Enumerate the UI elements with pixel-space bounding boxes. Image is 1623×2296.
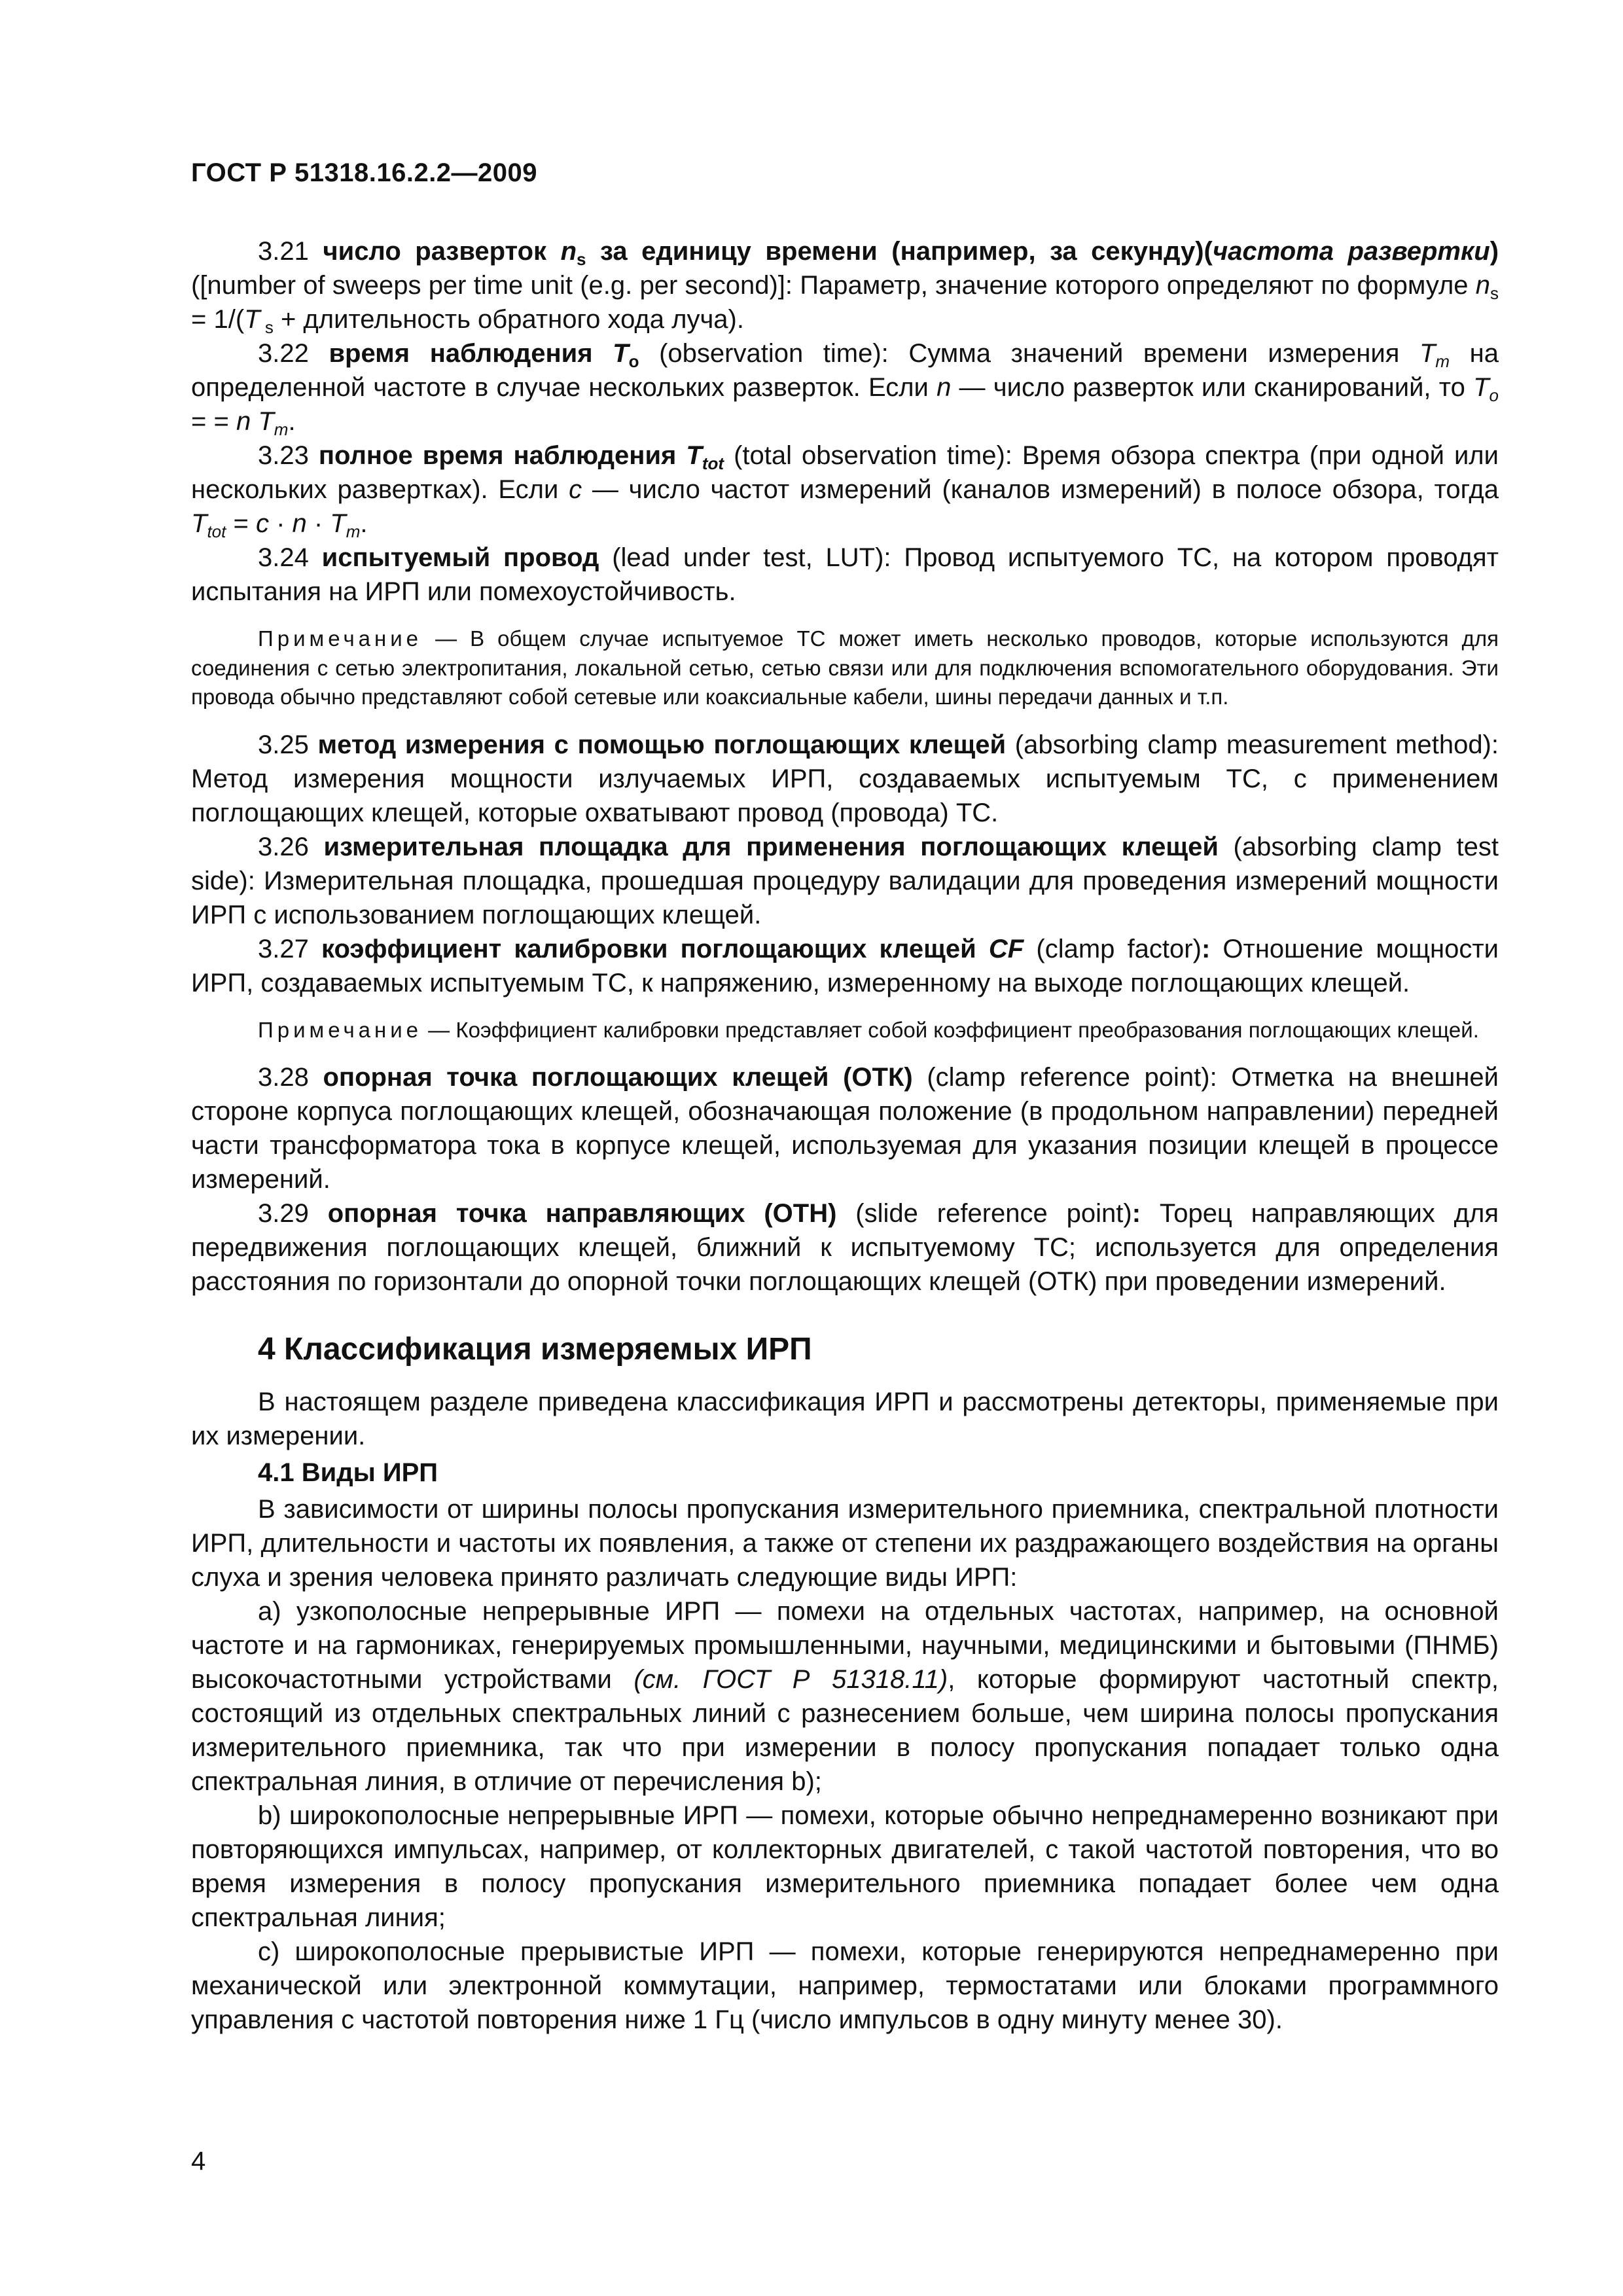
term: метод измерения с помощью поглощающих клещей (317, 730, 1007, 759)
paragraph-4-1-intro: В зависимости от ширины полосы пропускания измерительного приемника, спектральной плотности ИРП, длительности и частоты их появления, а также от степени их раздражающего воздействия на органы слуха и зрения человека принято различать следующие виды ИРП: (191, 1495, 1499, 1592)
list-item-b: b) широкополосные непрерывные ИРП — помехи, которые обычно непреднамеренно возникают при повторяющихся импульсах, например, от коллекторных двигателей, с такой частотой повторения, что во время измерения в полосу пропускания измерительного приемника попадает более чем одна спектральная линия; (191, 1801, 1499, 1932)
paragraph-3-25: 3.25 метод измерения с помощью поглощающих клещей (absorbing clamp measurement method): Метод измерения мощности излучаемых ИРП, создаваемых испытуемым ТС, с применением поглощающих клещей, которые охватывают провод (провода) ТС. (191, 730, 1499, 827)
note-1: Примечание — В общем случае испытуемое ТС может иметь несколько проводов, которые используются для соединения с сетью электропитания, локальной сетью, сетью связи или для подключения вспомогательного оборудования. Эти провода обычно представляют собой сетевые или коаксиальные кабели, шины передачи данных и т.п. (191, 626, 1499, 709)
paragraph-3-21: 3.21 число разверток $n_s$ за единицу времени (например, за секунду)(частота развертки) ([number of sweeps per time unit (e.g. per second)]: Параметр, значение которого определяют по формуле $n_s = 1/(T$ $_s$ + длительность обратного хода луча). (191, 237, 1499, 337)
term: опорная точка направляющих (ОТН) (327, 1199, 837, 1228)
paragraph-3-24: 3.24 испытуемый провод (lead under test, LUT): Провод испытуемого ТС, на котором проводят испытания на ИРП или помехоустойчивость. (191, 543, 1499, 606)
list-item-c: с) широкополосные прерывистые ИРП — помехи, которые генерируются непреднамеренно при механической или электронной коммутации, например, термостатами или блоками программного управления с частотой повторения ниже 1 Гц (число импульсов в одну минуту менее 30). (191, 1937, 1499, 2034)
document-body (191, 234, 1499, 2037)
section-heading: 4 Классификация измеряемых ИРП (258, 1332, 812, 1367)
page-number: 4 (191, 2147, 206, 2176)
term: опорная точка поглощающих клещей (ОТК) (323, 1063, 913, 1092)
term: время наблюдения $T_o$ (329, 339, 639, 371)
term: испытуемый провод (321, 543, 599, 572)
paragraph-3-23: 3.23 полное время наблюдения $T_{tot}$ (total observation time): Время обзора спектра (при одной или нескольких развертках). Если c — число частот измерений (каналов измерений) в полосе обзора, тогда $T_{tot} = c \cdot n \cdot T_m$. (191, 441, 1499, 541)
note-label: Примечание (258, 626, 423, 651)
list-item-a: а) узкополосные непрерывные ИРП — помехи на отдельных частотах, например, на основной частоте и на гармониках, генерируемых промышленными, научными, медицинскими и бытовыми (ПНМБ) высокочастотными устройствами (см. ГОСТ Р 51318.11), которые формируют частотный спектр, состоящий из отдельных спектральных линий с разнесением больше, чем ширина полосы пропускания измерительного приемника, так что при измерении в полосу пропускания попадает только одна спектральная линия, в отличие от перечисления b); (191, 1597, 1499, 1796)
note-2: Примечание — Коэффициент калибровки представляет собой коэффициент преобразования поглощающих клещей. (258, 1017, 1479, 1042)
paragraph-3-22: 3.22 время наблюдения $T_o$ (observation time): Сумма значений времени измерения $T_m$ на определенной частоте в случае нескольких разверток. Если n — число разверток или сканирований, то $T_o$ = = n $T_m$. (191, 339, 1499, 439)
term: измерительная площадка для применения поглощающих клещей (323, 832, 1219, 861)
paragraph-3-28: 3.28 опорная точка поглощающих клещей (ОТК) (clamp reference point): Отметка на внешней стороне корпуса поглощающих клещей, обозначающая положение (в продольном направлении) передней части трансформатора тока в корпусе клещей, используемая для указания позиции клещей в процессе измерений. (191, 1063, 1499, 1194)
note-label: Примечание (258, 1017, 423, 1042)
document-header: ГОСТ Р 51318.16.2.2—2009 (191, 158, 538, 187)
section-intro: В настоящем разделе приведена классификация ИРП и рассмотрены детекторы, применяемые при их измерении. (191, 1388, 1499, 1450)
term: число разверток $n_s$ за единицу времени (например, за секунду)(частота развертки) (323, 237, 1499, 269)
paragraph-3-29: 3.29 опорная точка направляющих (ОТН) (slide reference point): Торец направляющих для передвижения поглощающих клещей, ближний к испытуемому ТС; используется для определения расстояния по горизонтали до опорной точки поглощающих клещей (ОТК) при проведении измерений. (191, 1199, 1499, 1296)
paragraph-3-26: 3.26 измерительная площадка для применения поглощающих клещей (absorbing clamp test side): Измерительная площадка, прошедшая процедуру валидации для проведения измерений мощности ИРП с использованием поглощающих клещей. (191, 832, 1499, 929)
paragraph-3-27: 3.27 коэффициент калибровки поглощающих клещей CF (clamp factor): Отношение мощности ИРП, создаваемых испытуемым ТС, к напряжению, измеренному на выходе поглощающих клещей. (191, 934, 1499, 997)
reference-link: (см. ГОСТ Р 51318.11) (633, 1665, 948, 1694)
term: полное время наблюдения $T_{tot}$ (318, 441, 724, 473)
term: коэффициент калибровки поглощающих клещей CF (321, 934, 1024, 963)
subsection-heading: 4.1 Виды ИРП (258, 1458, 438, 1487)
